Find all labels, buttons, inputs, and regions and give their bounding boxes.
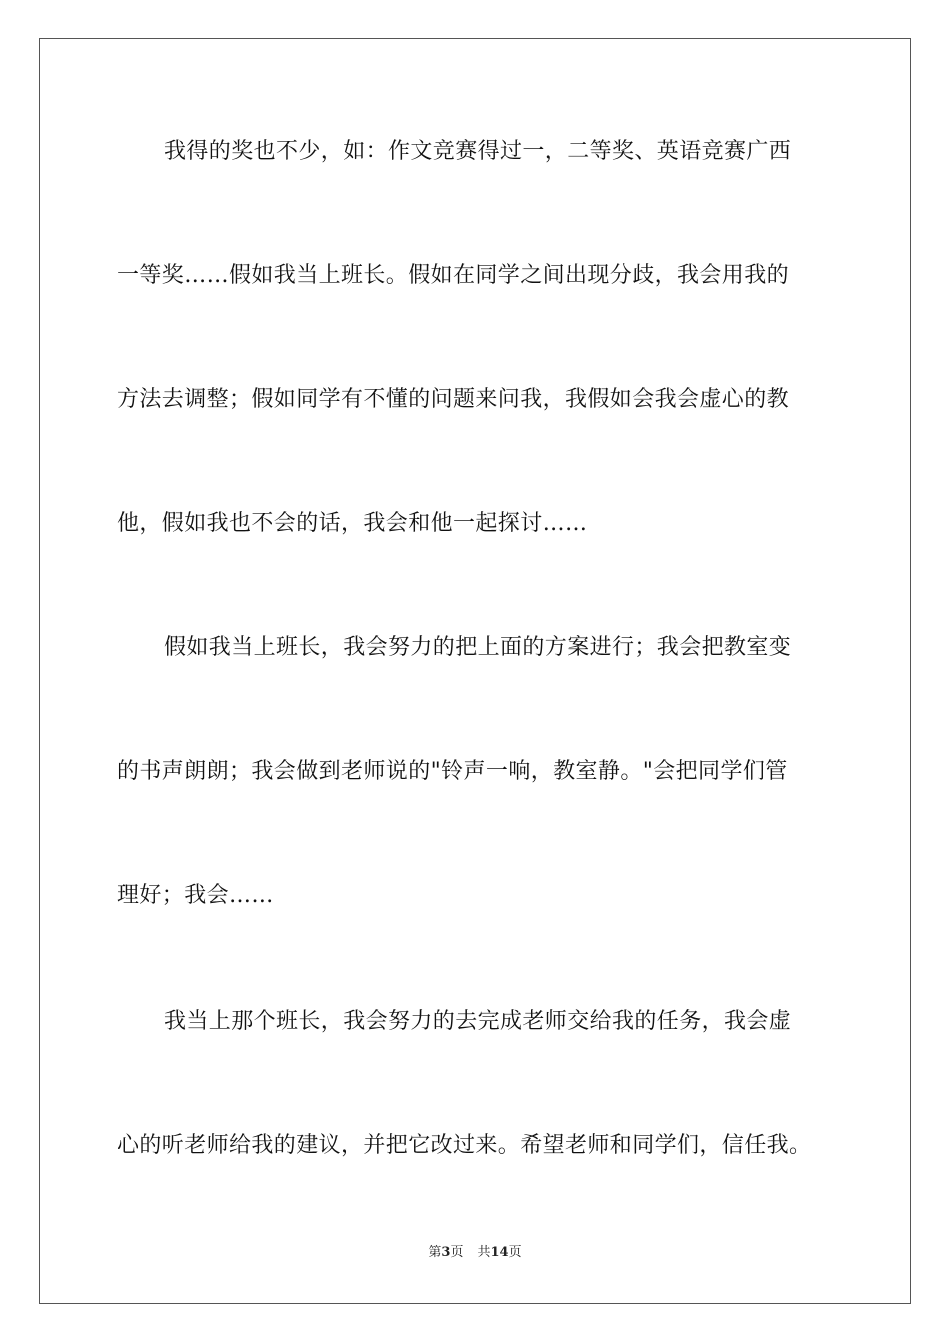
text-line: 心的听老师给我的建议，并把它改过来。希望老师和同学们，信任我。 xyxy=(117,1133,812,1158)
text-line: 理好；我会…… xyxy=(117,883,274,908)
text-line: 我得的奖也不少，如：作文竞赛得过一，二等奖、英语竞赛广西 xyxy=(164,139,792,164)
current-page-number: 3 xyxy=(441,1245,451,1260)
text-line: 的书声朗朗；我会做到老师说的"铃声一响，教室静。"会把同学们管 xyxy=(117,759,788,784)
page-suffix: 页 xyxy=(450,1245,464,1260)
page-border xyxy=(39,38,911,1304)
text-line: 我当上那个班长，我会努力的去完成老师交给我的任务，我会虚 xyxy=(164,1009,792,1034)
text-line: 他，假如我也不会的话，我会和他一起探讨…… xyxy=(117,511,588,536)
page-number-footer xyxy=(0,1244,950,1262)
total-page-count: 14 xyxy=(490,1245,509,1260)
total-prefix: 共 xyxy=(477,1245,491,1260)
total-suffix: 页 xyxy=(508,1245,522,1260)
page-prefix: 第 xyxy=(428,1245,442,1260)
text-line: 一等奖……假如我当上班长。假如在同学之间出现分歧，我会用我的 xyxy=(117,263,790,288)
text-line: 假如我当上班长，我会努力的把上面的方案进行；我会把教室变 xyxy=(164,635,792,660)
text-line: 方法去调整；假如同学有不懂的问题来问我，我假如会我会虚心的教 xyxy=(117,387,790,412)
